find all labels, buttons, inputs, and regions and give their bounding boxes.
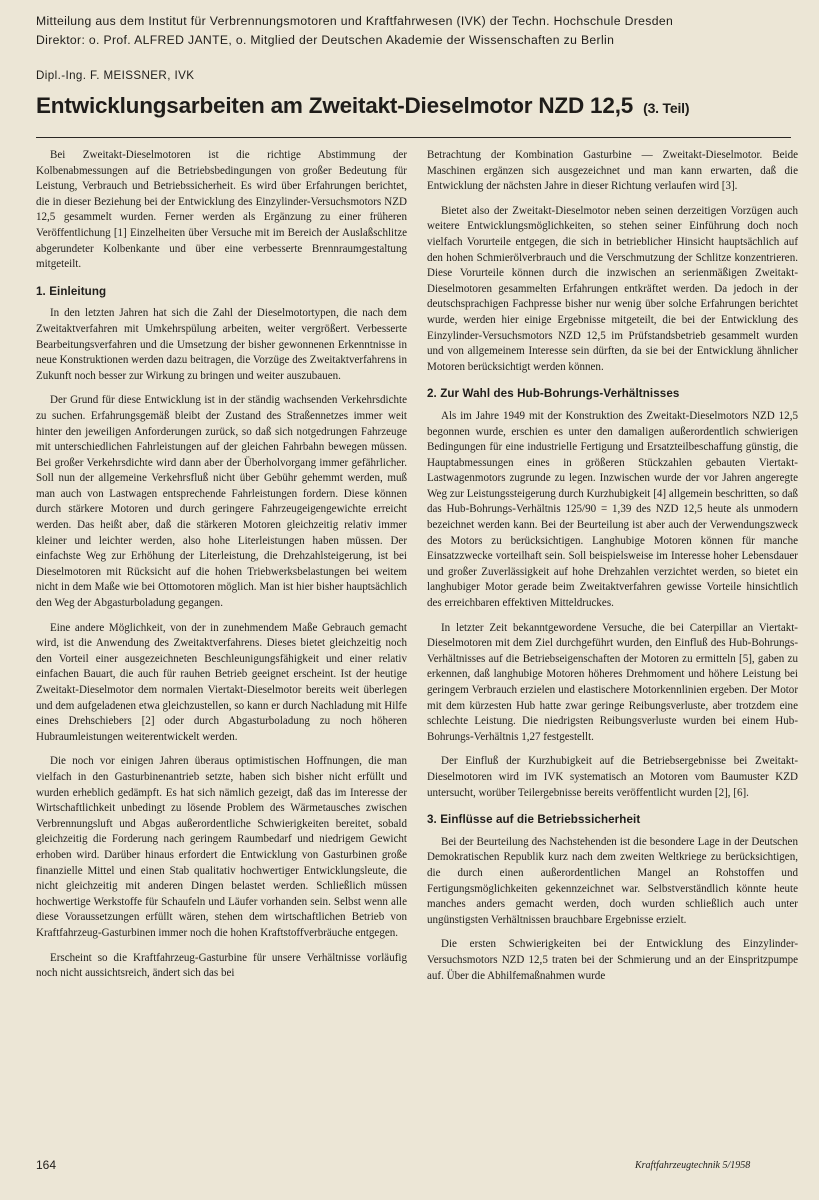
section-heading-3: 3. Einflüsse auf die Betriebssicherheit bbox=[427, 813, 641, 827]
title-rule bbox=[36, 137, 791, 138]
institute-line: Mitteilung aus dem Institut für Verbrennungsmotoren und Kraftfahrwesen (IVK) der Techn. Hochschule Dresden bbox=[36, 14, 674, 28]
paragraph-continued: Betrachtung der Kombination Gasturbine — Zweitakt-Dieselmotor. Beide Maschinen ergänzen sich ausgezeichnet und man kann erwarten, daß die Entwicklung der nächsten Jahre in dieser Richtung verlaufen wird [3]. bbox=[427, 149, 798, 193]
director-line: Direktor: o. Prof. ALFRED JANTE, o. Mitglied der Deutschen Akademie der Wissenschaften zu Berlin bbox=[36, 33, 615, 47]
article-title bbox=[36, 93, 796, 119]
page-number: 164 bbox=[36, 1158, 57, 1172]
paragraph: Bei der Beurteilung des Nachstehenden ist die besondere Lage in der Deutschen Demokratischen Republik kurz nach dem zweiten Weltkriege zu berücksichtigen, die durch einen außerordentlichen Mangel an Rohstoffen und Fertigungsmöglichkeiten gekennzeichnet war. Selbstverständlich könnte heute manches anders gemacht werden, doch wurden schließlich auch unter ungünstigsten Verhältnissen brauchbare Ergebnisse erzielt. bbox=[427, 835, 798, 926]
paragraph: Der Einfluß der Kurzhubigkeit auf die Betriebsergebnisse bei Zweitakt-Dieselmotoren wird im IVK systematisch an Motoren vom Baumuster KZD untersucht, worüber Teilergebnisse bereits veröffentlicht wurden [2], [6]. bbox=[427, 755, 798, 799]
institute-header bbox=[36, 12, 796, 50]
paragraph: Die noch vor einigen Jahren überaus optimistischen Hoffnungen, die man vielfach in den Gasturbinenantrieb setzte, haben sich bisher nicht erfüllt und wurden erheblich gedämpft. Es hat sich nämlich gezeigt, daß das im Interesse der Wirtschaftlichkeit unbedingt zu lösende Problem des Wärmetausches zwischen Verbrennungsluft und Abgas außerordentliche Schwierigkeiten bereitet, sobald gleichzeitig die Forderung nach geringem Raumbedarf und niedrigem Gewicht erhoben wird. Darüber hinaus erfordert die Entwicklung von Gasturbinen große finanzielle Mittel und einen Stab qualitativ hochwertiger Entwicklungsleute, die nicht gleichzeitig mit anderen Dingen belastet werden. Schließlich müssen hochwertige Werkstoffe für Schaufeln und Läufer vorhanden sein. Selbst wenn alle diese Voraussetzungen erfüllt wären, stehen dem wirtschaftlichen Betrieb von Kraftfahrzeug-Gasturbinen immer noch die hohen Kraftstoffverbräuche entgegen. bbox=[36, 755, 407, 939]
paragraph: In letzter Zeit bekanntgewordene Versuche, die bei Caterpillar an Viertakt-Dieselmotoren mit dem Ziel durchgeführt wurden, den Einfluß des Hub-Bohrungs-Verhältnisses auf die Betriebseigenschaften der Motoren zu ermitteln [5], gaben zu erkennen, daß langhubige Motoren höheres Drehmoment und höhere Leistung bei geringem Verbrauch erzielen und elastischere Motorkennlinien ergeben. Der Motor mit dem kürzesten Hub hatte zwar geringe Reibungsverluste, aber trotzdem eine schlechte Leistung. Die niedrigsten Reibungsverluste wurden bei einem Hub-Bohrungs-Verhältnis 1,27 festgestellt. bbox=[427, 621, 798, 743]
paragraph: Als im Jahre 1949 mit der Konstruktion des Zweitakt-Dieselmotors NZD 12,5 begonnen wurde, erschien es unter den damaligen außerordentlich schwierigen Bedingungen für eine industrielle Fertigung und Ersatzteilbeschaffung günstig, die Hauptabmessungen eines in größeren Stückzahlen gebauten Viertakt-Lastwagenmotors zugrunde zu legen. Inzwischen wurde der vor Jahren angeregte Weg zur Leistungssteigerung durch Kurzhubigkeit [4] allgemein beschritten, so daß das Hub-Bohrungs-Verhältnis 125/90 = 1,39 des NZD 12,5 heute als unmodern bezeichnet werden kann. Bei der Beurteilung ist aber auch der Verwendungszweck des Motors zu berücksichtigen. Langhubige Motoren können für manche Einsatzzwecke vorteilhaft sein. Soll beispielsweise im Interesse hoher Lebensdauer und großer Zuverlässigkeit auf hohe Drehzahlen verzichtet werden, so bietet ein langhubiger Motor gerade beim Zweitaktverfahren gewisse Vorteile hinsichtlich des erreichbaren effektiven Mitteldruckes. bbox=[427, 409, 798, 610]
journal-citation: Kraftfahrzeugtechnik 5/1958 bbox=[635, 1160, 751, 1171]
abstract-paragraph: Bei Zweitakt-Dieselmotoren ist die richtige Abstimmung der Kolbenabmessungen auf die Betriebsbedingungen von großer Bedeutung für Leistung, Verbrauch und Betriebssicherheit. Es wird über Erfahrungen berichtet, die in dieser Beziehung bei der Entwicklung des Einzylinder-Versuchsmotors NZD 12,5 gesammelt wurden. Ferner werden als Ergänzung zu einer früheren Veröffentlichung [1] Einzelheiten über Versuche mit im Bereich der Auslaßschlitze abgerundeter Kolbenkante und über eine verbesserte Brennraumgestaltung mitgeteilt. bbox=[36, 149, 407, 271]
section-heading-2: 2. Zur Wahl des Hub-Bohrungs-Verhältnisses bbox=[427, 387, 680, 401]
left-column bbox=[36, 148, 407, 982]
right-column bbox=[427, 148, 798, 984]
paragraph: Die ersten Schwierigkeiten bei der Entwicklung des Einzylinder-Versuchsmotors NZD 12,5 traten bei der Schmierung und an der Einspritzpumpe auf. Über die Abhilfemaßnahmen wurde bbox=[427, 938, 798, 982]
paragraph: In den letzten Jahren hat sich die Zahl der Dieselmotortypen, die nach dem Zweitaktverfahren mit Umkehrspülung arbeiten, weiter vergrößert. Verbesserte Bearbeitungsverfahren und die Umsetzung der bisher gewonnenen Erkenntnisse in neue Konstruktionen werden dazu beitragen, die Vorzüge des Zweitaktverfahrens in Zukunft noch besser zur Wirkung zu bringen und weiter auszubauen. bbox=[36, 307, 407, 382]
article-part: (3. Teil) bbox=[643, 100, 690, 116]
author-line: Dipl.-Ing. F. MEISSNER, IVK bbox=[36, 69, 195, 82]
paragraph: Bietet also der Zweitakt-Dieselmotor neben seinen derzeitigen Vorzügen auch weitere Entwicklungsmöglichkeiten, so stehen seiner Einführung doch noch vielfach Vorurteile entgegen, die sich in betrieblicher Hinsicht hauptsächlich auf den hohen Schmierölverbrauch und die Verschmutzung der Schlitze konzentrieren. Diese Vorurteile können durch die inzwischen an serienmäßigen Zweitakt-Dieselmotoren gesammelten Erfahrungen entkräftet werden. Da jedoch in der deutschsprachigen Fachpresse bisher nur wenig über solche Erfahrungen berichtet wurde, werden hier einige Ergebnisse mitgeteilt, die bei der Entwicklung des Einzylinder-Versuchsmotors NZD 12,5 im Prüfstandsbetrieb gesammelt wurden und von allgemeinem Interesse sein dürften, da sie bei der Entwicklung ähnlicher Motoren berücksichtigt werden können. bbox=[427, 204, 798, 373]
article-title-main: Entwicklungsarbeiten am Zweitakt-Dieselmotor NZD 12,5 bbox=[36, 93, 634, 118]
paragraph: Der Grund für diese Entwicklung ist in der ständig wachsenden Verkehrsdichte zu suchen. Erfahrungsgemäß bleibt der Zustand des Straßennetzes immer weit hinter den jeweiligen Anforderungen zurück, so daß sich notgedrungen Fahrzeuge mit unterschiedlichen Fahrleistungen auf der gleichen Fahrbahn bewegen müssen. Bei großer Verkehrsdichte wird dann aber der Überholvorgang immer gefährlicher. Soll nun der allgemeine Verkehrsfluß nicht über Gebühr gehemmt werden, muß man auch von Lastwagen entsprechende Fahrleistungen fordern. Diese können durch stärkere Motoren und durch geringere Fahrzeugeigengewichte erreicht werden. Das heißt aber, daß die stärkeren Motoren gleichzeitig relativ immer kleiner und leichter werden, also hohe Literleistungen haben müssen. Der einfachste Weg zur Erhöhung der Literleistung, die Drehzahlsteigerung, ist bei Dieselmotoren mit Rücksicht auf die hohen Triebwerksbelastungen bei weitem nicht in dem Maße wie bei Ottomotoren möglich. Man ist hier bisher hauptsächlich den Weg der Abgasturboladung gegangen. bbox=[36, 394, 407, 610]
section-heading-1: 1. Einleitung bbox=[36, 284, 107, 298]
paragraph: Eine andere Möglichkeit, von der in zunehmendem Maße Gebrauch gemacht wird, ist die Anwendung des Zweitaktverfahrens. Dieses bietet gleichzeitig noch den Vorteil einer ausgezeichneten Beschleunigungsfähigkeit und einer relativ einfachen Bauart, die auch für rauhen Betrieb geeignet erscheint. Ist der heutige Zweitakt-Dieselmotor dem normalen Viertakt-Dieselmotor bereits weit überlegen und dem aufgeladenen etwa gleichzustellen, so kann er durch Nachladung mit Hilfe eines Drehschiebers [2] oder durch Abgasturboladung zu noch höheren Hubraumleistungen weiterentwickelt werden. bbox=[36, 621, 407, 743]
paragraph: Erscheint so die Kraftfahrzeug-Gasturbine für unsere Verhältnisse vorläufig noch nicht aussichtsreich, ändert sich das bei bbox=[36, 951, 407, 980]
